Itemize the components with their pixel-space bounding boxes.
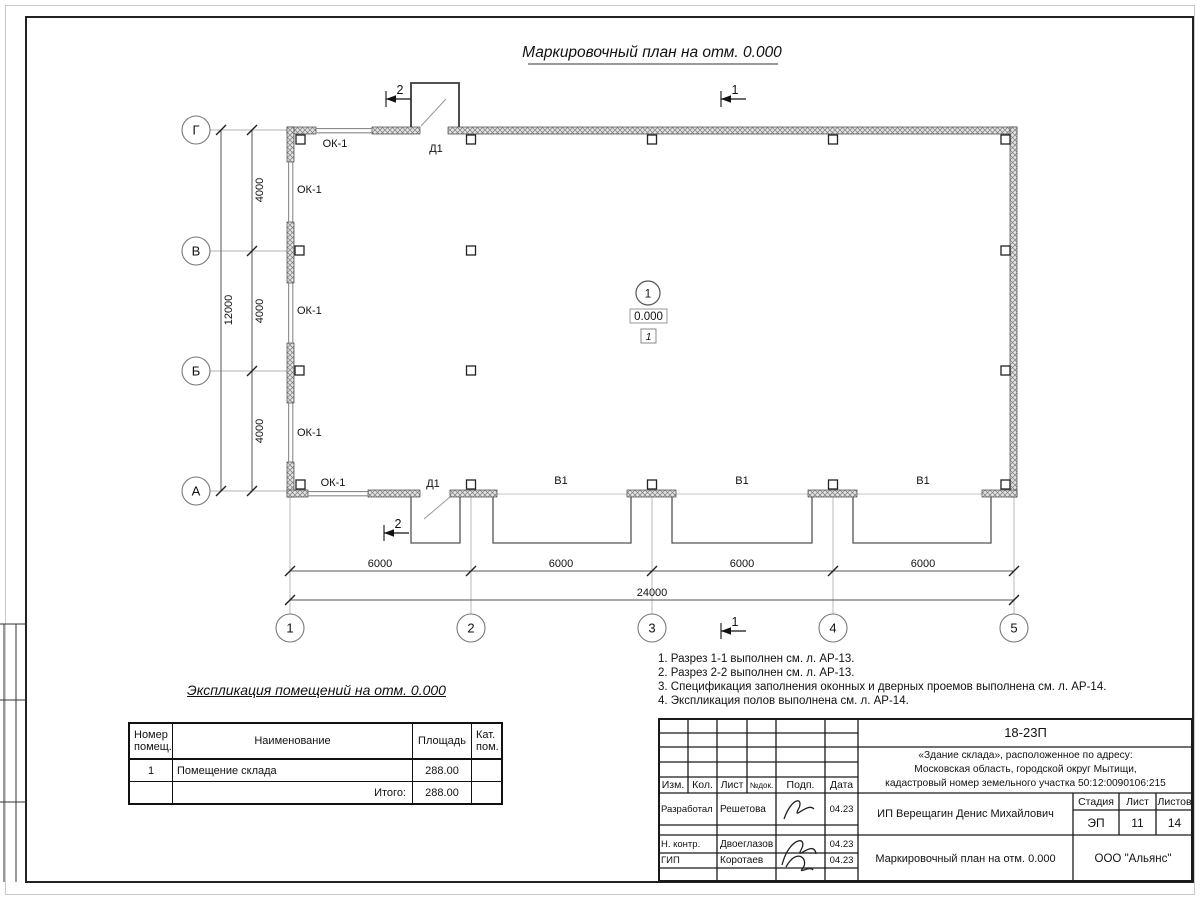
sheets-total: 14 <box>1167 815 1182 830</box>
svg-text:6000: 6000 <box>367 558 393 570</box>
svg-text:Д1: Д1 <box>426 478 440 490</box>
svg-text:1: 1 <box>731 83 739 97</box>
elevation-mark: 0.000 <box>634 311 663 323</box>
svg-text:6000: 6000 <box>910 558 936 570</box>
sheet-number: 11 <box>1131 815 1144 830</box>
notes-block <box>658 652 1193 708</box>
address-line: «Здание склада», расположенное по адресу: <box>918 750 1133 761</box>
note-line: 4. Экспликация полов выполнена см. л. АР-14. <box>658 695 909 707</box>
svg-text:ОК-1: ОК-1 <box>297 305 322 317</box>
section-mark-labels <box>395 83 739 629</box>
name-gip: Коротаев <box>720 855 764 866</box>
total-category-cell <box>472 782 501 803</box>
sheet-title: Маркировочный план на отм. 0.000 <box>875 852 1056 865</box>
svg-text:В: В <box>191 243 201 259</box>
svg-text:2: 2 <box>467 620 475 636</box>
header-podp: Подп. <box>786 779 815 791</box>
explication-table <box>128 722 503 805</box>
client-name: ИП Верещагин Денис Михайлович <box>877 808 1054 820</box>
company-name: ООО "Альянс" <box>1094 852 1172 865</box>
svg-text:2: 2 <box>396 83 404 97</box>
room-area-cell: 288.00 <box>413 760 472 782</box>
dimension-ticks <box>216 125 1019 605</box>
stage-value: ЭП <box>1087 815 1105 830</box>
col-header-area: Площадь <box>413 724 472 760</box>
svg-text:6000: 6000 <box>729 558 755 570</box>
date-gip: 04.23 <box>829 855 854 866</box>
plan-title: Маркировочный план на отм. 0.000 <box>522 44 782 61</box>
floor-type-mark: 1 <box>645 331 652 343</box>
svg-text:4000: 4000 <box>254 418 266 444</box>
note-line: 2. Разрез 2-2 выполнен см. л. АР-13. <box>658 667 855 679</box>
svg-text:1: 1 <box>286 620 294 636</box>
dimensions <box>216 125 1019 605</box>
address-line: Московская область, городской округ Мытищи, <box>914 763 1137 775</box>
room-number: 1 <box>644 288 652 301</box>
svg-text:3: 3 <box>648 620 656 636</box>
role-developed: Разработал <box>661 803 713 815</box>
name-developed: Решетова <box>720 803 766 815</box>
col-header-category: Кат. пом. <box>472 724 501 760</box>
room-marker <box>630 281 667 343</box>
room-category-cell <box>472 760 501 782</box>
svg-text:4: 4 <box>829 620 837 636</box>
sheets-label: Листов <box>1157 795 1192 808</box>
room-number-cell: 1 <box>130 760 173 782</box>
col-header-name: Наименование <box>173 724 413 760</box>
header-list: Лист <box>720 779 744 791</box>
title-block <box>658 718 1193 882</box>
stage-label: Стадия <box>1078 795 1114 808</box>
room-name-cell: Помещение склада <box>173 760 413 782</box>
svg-text:ОК-1: ОК-1 <box>322 138 348 150</box>
svg-text:ОК-1: ОК-1 <box>320 477 346 489</box>
svg-text:ОК-1: ОК-1 <box>297 427 322 439</box>
role-gip: ГИП <box>661 855 680 866</box>
svg-text:2: 2 <box>394 517 402 531</box>
svg-text:4000: 4000 <box>254 177 266 203</box>
name-ncontrol: Двоеглазов <box>720 838 774 850</box>
sheet-label: Лист <box>1126 795 1149 808</box>
annexes-and-ramps <box>411 83 991 543</box>
col-header-room-number: Номер помещ. <box>130 724 173 760</box>
svg-text:Б: Б <box>191 363 201 379</box>
header-data: Дата <box>829 779 854 791</box>
svg-text:1: 1 <box>731 615 739 629</box>
opening-labels <box>297 138 930 490</box>
svg-text:4000: 4000 <box>254 298 266 324</box>
svg-text:В1: В1 <box>554 475 568 487</box>
axis-lines <box>210 130 1014 614</box>
svg-text:А: А <box>191 483 201 499</box>
section-marks <box>384 91 749 639</box>
note-line: 3. Спецификация заполнения оконных и дверных проемов выполнена см. л. АР-14. <box>658 681 1107 693</box>
project-address <box>863 749 1188 793</box>
svg-text:12000: 12000 <box>223 294 235 326</box>
document-number: 18-23П <box>1004 725 1047 740</box>
svg-text:5: 5 <box>1010 620 1018 636</box>
svg-text:24000: 24000 <box>636 587 668 599</box>
left-margin-stamp <box>0 624 26 882</box>
total-area-cell: 288.00 <box>413 782 472 803</box>
address-line: кадастровый номер земельного участка 50:12:0090106:215 <box>885 777 1166 789</box>
header-izm: Изм. <box>661 779 685 791</box>
svg-text:В1: В1 <box>735 475 749 487</box>
total-empty-cell <box>130 782 173 803</box>
svg-text:6000: 6000 <box>548 558 574 570</box>
total-label-cell: Итого: <box>173 782 413 803</box>
role-ncontrol: Н. контр. <box>661 838 701 850</box>
date-ncontrol: 04.23 <box>829 838 854 850</box>
dimension-values <box>223 178 935 599</box>
note-line: 1. Разрез 1-1 выполнен см. л. АР-13. <box>658 653 855 665</box>
svg-text:В1: В1 <box>916 475 930 487</box>
date-developed: 04.23 <box>829 803 854 815</box>
explication-title: Экспликация помещений на отм. 0.000 <box>187 682 446 698</box>
svg-text:ОК-1: ОК-1 <box>297 184 322 196</box>
svg-text:Д1: Д1 <box>429 143 443 155</box>
svg-text:Г: Г <box>192 122 200 138</box>
axis-labels <box>192 123 1018 636</box>
header-ndok: №док. <box>749 780 774 790</box>
signature <box>782 801 816 871</box>
header-kol: Кол. <box>692 779 713 791</box>
